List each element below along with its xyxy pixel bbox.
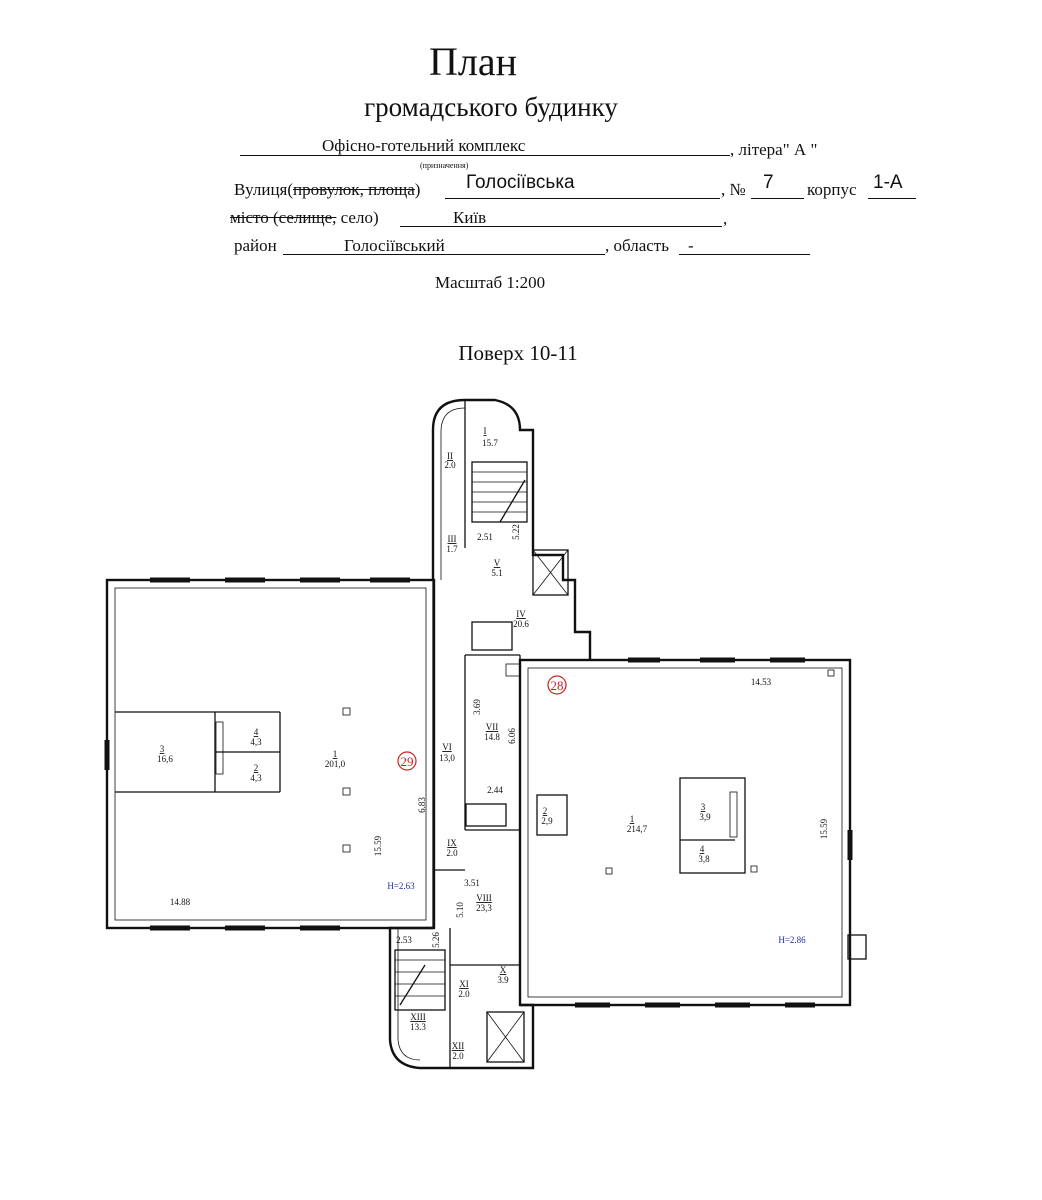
svg-text:XIII: XIII — [410, 1012, 426, 1022]
svg-text:2: 2 — [542, 806, 548, 816]
room-label — [250, 763, 262, 783]
svg-text:III: III — [447, 534, 457, 544]
svg-text:4: 4 — [253, 727, 259, 737]
room-label — [491, 558, 502, 578]
svg-text:XI: XI — [459, 979, 469, 989]
room-label — [513, 609, 529, 629]
svg-text:2: 2 — [253, 763, 259, 773]
svg-text:1: 1 — [629, 814, 635, 824]
scale-label: Масштаб 1:200 — [435, 273, 546, 292]
dimension-label: 15.59 — [373, 835, 383, 857]
svg-text:13.3: 13.3 — [410, 1022, 426, 1032]
room-label — [410, 1012, 426, 1032]
number-value: 7 — [763, 172, 774, 193]
dimension-label: 3.69 — [472, 699, 482, 715]
dimension-label: 5.26 — [431, 932, 441, 948]
room-label — [541, 806, 553, 826]
svg-text:4,3: 4,3 — [250, 773, 262, 783]
dimension-label: 14.88 — [169, 897, 191, 907]
svg-text:201,0: 201,0 — [324, 759, 346, 769]
svg-text:3: 3 — [159, 744, 165, 754]
svg-text:IX: IX — [447, 838, 457, 848]
room-label — [446, 838, 458, 858]
room-label — [444, 451, 456, 470]
svg-text:15.7: 15.7 — [482, 438, 498, 448]
city-label: місто (селище, село) — [230, 208, 379, 227]
room-label — [699, 802, 711, 822]
section-markers — [398, 676, 566, 770]
dimension-label: 2.44 — [487, 785, 503, 795]
room-label — [157, 744, 173, 764]
svg-text:2.0: 2.0 — [452, 1051, 464, 1061]
svg-text:VI: VI — [442, 742, 452, 752]
dimension-label: 2.51 — [477, 532, 493, 542]
region-value: - — [688, 236, 694, 255]
svg-text:II: II — [447, 451, 453, 461]
svg-text:4,3: 4,3 — [250, 737, 262, 747]
dimension-label: 6.06 — [507, 728, 517, 744]
room-label — [484, 722, 500, 742]
room-label — [698, 844, 710, 864]
room-label — [452, 1041, 465, 1061]
city-comma: , — [723, 209, 728, 228]
corpus-value: 1-А — [873, 172, 903, 193]
district-value: Голосіївський — [344, 236, 445, 255]
marker-label: 29 — [400, 754, 414, 769]
svg-text:1: 1 — [332, 749, 338, 759]
svg-text:2,9: 2,9 — [541, 816, 553, 826]
svg-text:3: 3 — [700, 802, 706, 812]
svg-text:4: 4 — [699, 844, 705, 854]
svg-text:16,6: 16,6 — [157, 754, 173, 764]
page-subtitle: громадського будинку — [364, 92, 618, 122]
number-label: , № — [721, 180, 746, 199]
corpus-label: корпус — [807, 180, 857, 199]
svg-text:VIII: VIII — [476, 893, 492, 903]
svg-text:20.6: 20.6 — [513, 619, 529, 629]
svg-text:X: X — [499, 965, 507, 975]
room-label — [325, 749, 346, 769]
building-outline — [107, 400, 850, 1068]
district-label: район — [234, 236, 277, 255]
svg-text:2.0: 2.0 — [446, 848, 458, 858]
svg-text:1.7: 1.7 — [446, 544, 458, 554]
dimension-label: 5.22 — [511, 524, 521, 540]
height-label: H=2.63 — [387, 881, 415, 891]
dimension-label: 15.59 — [819, 818, 829, 840]
svg-text:2.0: 2.0 — [444, 460, 456, 470]
dimension-label: 2.53 — [396, 935, 412, 945]
city-value: Київ — [453, 208, 487, 227]
svg-text:5.1: 5.1 — [491, 568, 503, 578]
litera-label: , літера" А " — [730, 140, 818, 159]
svg-text:214,7: 214,7 — [626, 824, 648, 834]
svg-text:23,3: 23,3 — [476, 903, 492, 913]
room-label — [627, 814, 648, 834]
height-label: H=2.86 — [778, 935, 806, 945]
room-label — [439, 742, 455, 763]
svg-text:XII: XII — [451, 1041, 465, 1051]
room-label — [476, 893, 492, 913]
right-wing-core — [343, 664, 834, 874]
dimension-label: 5.10 — [455, 902, 465, 918]
dimension-label: 6.83 — [417, 797, 427, 813]
floor-title: Поверх 10-11 — [458, 341, 578, 365]
page-title: План — [428, 39, 517, 84]
svg-text:2.0: 2.0 — [458, 989, 470, 999]
left-wing-partitions — [115, 708, 350, 795]
svg-text:3,9: 3,9 — [699, 812, 711, 822]
dimension-label: 14.53 — [750, 677, 772, 687]
dimension-label: 3.51 — [464, 878, 480, 888]
region-label: , область — [605, 236, 669, 255]
room-label — [458, 979, 470, 999]
room-label — [250, 727, 262, 747]
svg-text:V: V — [493, 558, 501, 568]
svg-text:VII: VII — [485, 722, 499, 732]
svg-text:14.8: 14.8 — [484, 732, 500, 742]
svg-text:3,8: 3,8 — [698, 854, 710, 864]
svg-text:3.9: 3.9 — [497, 975, 509, 985]
room-label — [497, 965, 509, 985]
marker-label: 28 — [550, 678, 564, 693]
purpose-value: Офісно-готельний комплекс — [322, 136, 526, 155]
street-value: Голосіївська — [466, 172, 575, 193]
room-label — [482, 426, 498, 448]
svg-text:IV: IV — [516, 609, 526, 619]
svg-text:I: I — [483, 426, 487, 436]
street-label: Вулиця(провулок, площа) — [234, 180, 421, 199]
purpose-caption: (призначення) — [420, 161, 469, 170]
svg-text:13,0: 13,0 — [439, 753, 455, 763]
room-label — [446, 534, 458, 554]
